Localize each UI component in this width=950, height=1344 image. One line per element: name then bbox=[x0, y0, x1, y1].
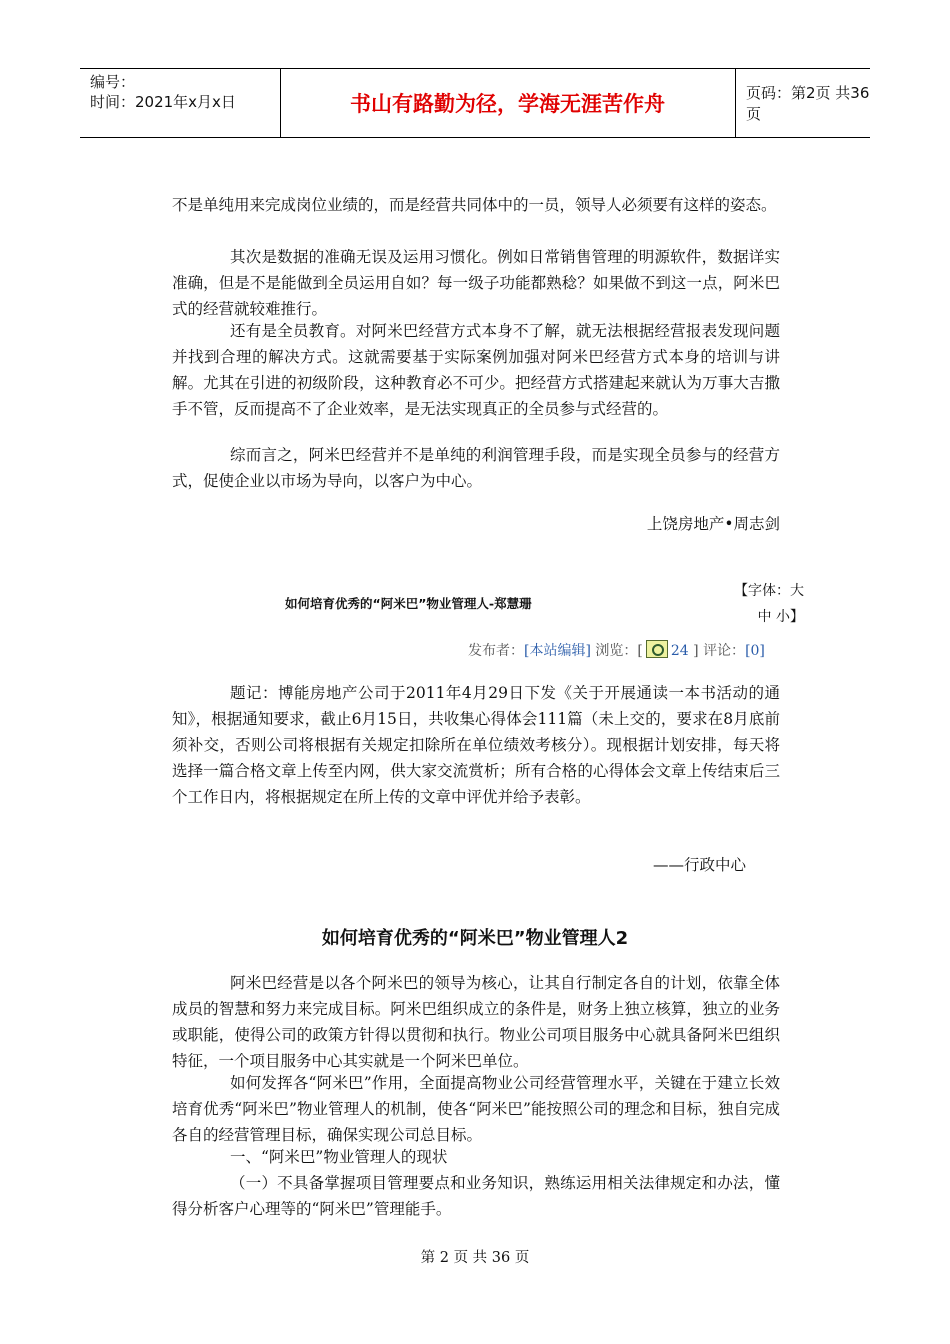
motto: 书山有路勤为径，学海无涯苦作舟 bbox=[280, 69, 736, 137]
comments-link[interactable]: [0] bbox=[745, 643, 765, 659]
paragraph: 综而言之，阿米巴经营并不是单纯的利润管理手段，而是实现全员参与的经营方式，促使企业以市场为导向，以客户为中心。 bbox=[172, 446, 780, 490]
page-info: 页码：第2页 共36页 bbox=[746, 84, 870, 123]
views-close: ] bbox=[693, 643, 699, 659]
publisher-link[interactable]: [本站编辑] bbox=[524, 643, 591, 659]
views-label: 浏览：[ bbox=[595, 643, 643, 659]
author-signature: 上饶房地产•周志剑 bbox=[646, 515, 780, 533]
page-footer: 第 2 页 共 36 页 bbox=[420, 1250, 530, 1266]
article-intro: 题记：博能房地产公司于2011年4月29日下发《关于开展通读一本书活动的通知》，根据通知要求，截止6月15日，共收集心得体会111篇（未上交的，要求在8月底前须补交，否则公司将根据有关规定扣除所在单位绩效考核分）。现根据计划安排，每天将选择一篇合格文章上传至内网，供大家交流赏析；所有合格的心得体会文章上传结束后三个工作日内，将根据规定在所上传的文章中评优并给予表彰。 bbox=[172, 684, 780, 806]
views-icon bbox=[646, 640, 668, 658]
time-label: 时间：2021年x月x日 bbox=[90, 93, 236, 111]
publisher-label: 发布者： bbox=[468, 643, 524, 659]
font-size-line-1[interactable]: 【字体：大 bbox=[734, 583, 804, 599]
paragraph: 其次是数据的准确无误及运用习惯化。例如日常销售管理的明源软件，数据详实准确，但是不是能做到全员运用自如？每一级子功能都熟稔？如果做不到这一点，阿米巴式的经营就较难推行。 bbox=[172, 248, 780, 318]
article-meta bbox=[468, 640, 765, 660]
header-table bbox=[80, 68, 870, 138]
font-size-line-2[interactable]: 中 小】 bbox=[757, 609, 804, 625]
article-signature: ——行政中心 bbox=[652, 856, 746, 874]
paragraph: 阿米巴经营是以各个阿米巴的领导为核心，让其自行制定各自的计划，依靠全体成员的智慧和努力来完成目标。阿米巴组织成立的条件是，财务上独立核算，独立的业务或职能，使得公司的政策方针得以贯彻和执行。物业公司项目服务中心就具备阿米巴组织特征，一个项目服务中心其实就是一个阿米巴单位。 bbox=[172, 974, 780, 1070]
font-size-selector[interactable] bbox=[728, 578, 804, 630]
paragraph: 一、“阿米巴”物业管理人的现状 bbox=[230, 1148, 448, 1166]
paragraph: 不是单纯用来完成岗位业绩的，而是经营共同体中的一员，领导人必须要有这样的姿态。 bbox=[172, 196, 777, 214]
article-title: 如何培育优秀的“阿米巴”物业管理人-郑慧珊 bbox=[285, 596, 532, 611]
section-heading: 如何培育优秀的“阿米巴”物业管理人2 bbox=[321, 928, 629, 949]
comments-label: 评论： bbox=[703, 643, 746, 659]
header-meta-cell bbox=[80, 69, 281, 137]
views-count: 24 bbox=[670, 643, 689, 659]
paragraph: 还有是全员教育。对阿米巴经营方式本身不了解，就无法根据经营报表发现问题并找到合理的解决方式。这就需要基于实际案例加强对阿米巴经营方式本身的培训与讲解。尤其在引进的初级阶段，这种教育必不可少。把经营方式搭建起来就认为万事大吉撒手不管，反而提高不了企业效率，是无法实现真正的全员参与式经营的。 bbox=[172, 322, 780, 418]
paragraph: （一）不具备掌握项目管理要点和业务知识，熟练运用相关法律规定和办法，懂得分析客户心理等的“阿米巴”管理能手。 bbox=[172, 1174, 780, 1218]
number-label: 编号： bbox=[90, 73, 136, 91]
paragraph: 如何发挥各“阿米巴”作用，全面提高物业公司经营管理水平，关键在于建立长效培育优秀“阿米巴”物业管理人的机制，使各“阿米巴”能按照公司的理念和目标，独自完成各自的经营管理目标，确保实现公司总目标。 bbox=[172, 1074, 780, 1144]
